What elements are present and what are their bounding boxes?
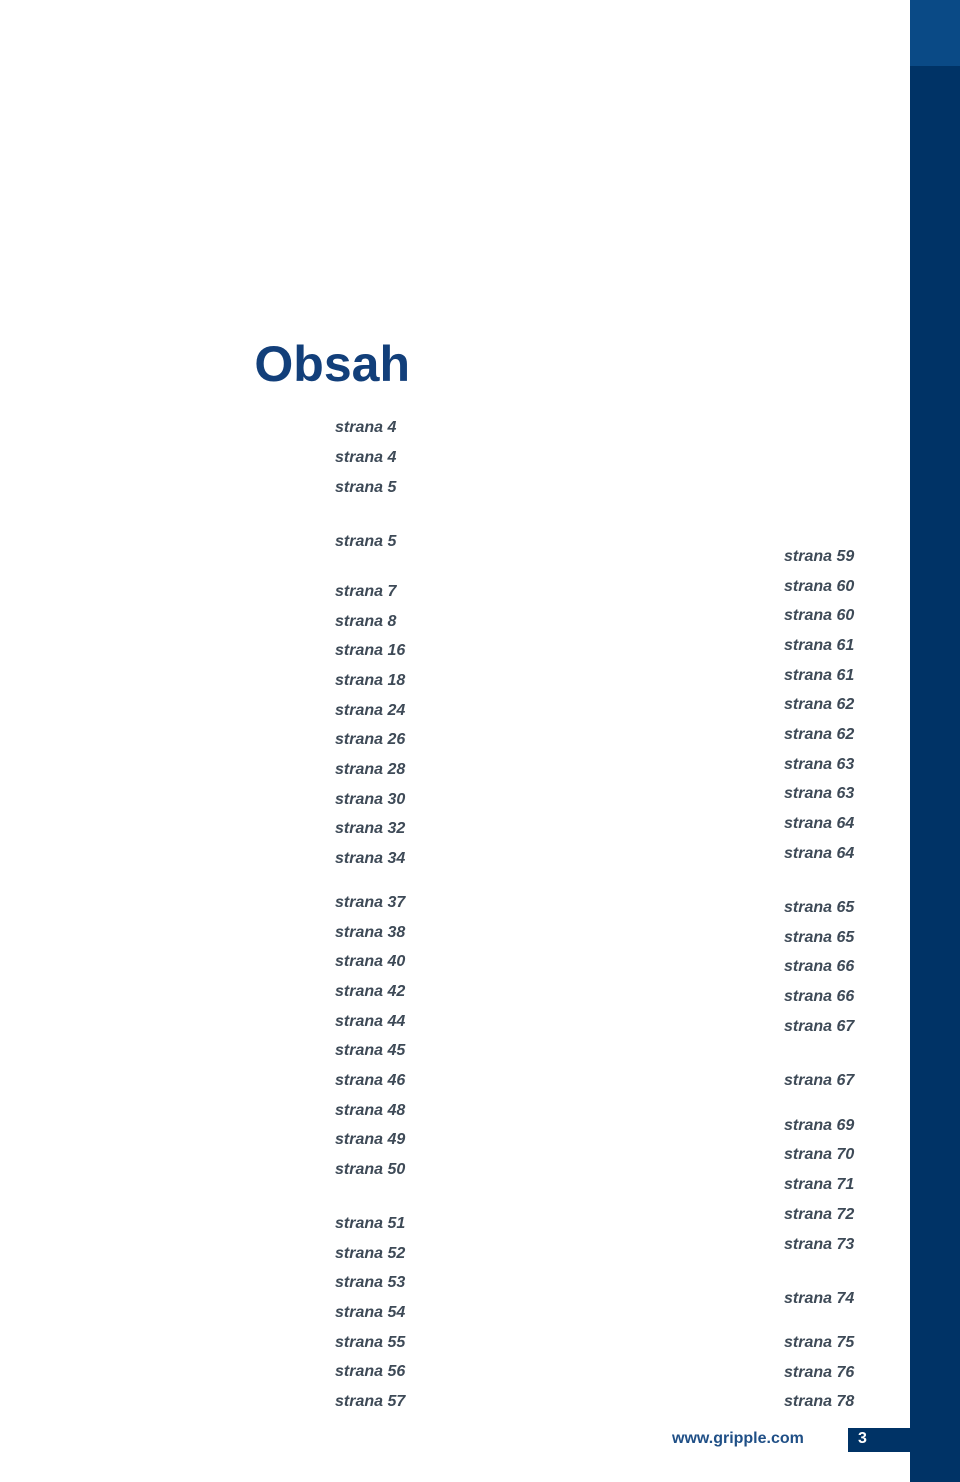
toc-left-entry-page: strana 42	[335, 983, 406, 1000]
toc-right-entry-page: strana 61	[784, 667, 855, 684]
toc-right-entry-page: strana 76	[784, 1364, 855, 1381]
toc-left-entry-page: strana 30	[335, 791, 406, 808]
toc-right-entry-page: strana 64	[784, 815, 855, 832]
toc-right-entry-page: strana 73	[784, 1236, 855, 1253]
toc-right-entry-page: strana 71	[784, 1176, 855, 1193]
toc-left-entry-page: strana 37	[335, 894, 406, 911]
toc-left-entry-page: strana 4	[335, 419, 397, 436]
toc-left-entry-page: strana 57	[335, 1393, 406, 1410]
toc-left-entry-page: strana 55	[335, 1334, 406, 1351]
toc-left-entry-page: strana 52	[335, 1245, 406, 1262]
side-bar	[910, 0, 960, 1482]
toc-left-entry-page: strana 8	[335, 613, 397, 630]
toc-right-entry-page: strana 65	[784, 899, 855, 916]
toc-right-entry-page: strana 75	[784, 1334, 855, 1351]
toc-left-entry-page: strana 16	[335, 642, 406, 659]
toc-left-entry-page: strana 54	[335, 1304, 406, 1321]
toc-right-entry-page: strana 74	[784, 1290, 855, 1307]
toc-right-entry-page: strana 63	[784, 756, 855, 773]
toc-left-entry-page: strana 24	[335, 702, 406, 719]
toc-right-entry-page: strana 60	[784, 578, 855, 595]
toc-left-entry-page: strana 50	[335, 1161, 406, 1178]
toc-right-entry-page: strana 66	[784, 988, 855, 1005]
toc-right-entry-page: strana 66	[784, 958, 855, 975]
toc-left-entry-page: strana 26	[335, 731, 406, 748]
toc-right-entry-page: strana 67	[784, 1018, 855, 1035]
page-title: Obsah	[254, 336, 410, 392]
toc-left-entry-page: strana 5	[335, 479, 397, 496]
toc-right-entry-page: strana 69	[784, 1117, 855, 1134]
toc-right-entry-page: strana 72	[784, 1206, 855, 1223]
toc-left-entry-page: strana 4	[335, 449, 397, 466]
toc-left-entry-page: strana 49	[335, 1131, 406, 1148]
side-tab	[910, 0, 960, 66]
toc-right-entry-page: strana 64	[784, 845, 855, 862]
toc-right-entry-page: strana 60	[784, 607, 855, 624]
toc-right-entry-page: strana 61	[784, 637, 855, 654]
toc-left-entry-page: strana 56	[335, 1363, 406, 1380]
toc-left-entry-page: strana 38	[335, 924, 406, 941]
toc-right-entry-page: strana 65	[784, 929, 855, 946]
toc-left-entry-page: strana 45	[335, 1042, 406, 1059]
toc-left-entry-page: strana 53	[335, 1274, 406, 1291]
toc-left-entry-page: strana 7	[335, 583, 397, 600]
toc-right-entry-page: strana 70	[784, 1146, 855, 1163]
toc-right-entry-page: strana 67	[784, 1072, 855, 1089]
toc-left-entry-page: strana 51	[335, 1215, 406, 1232]
toc-left-entry-page: strana 44	[335, 1013, 406, 1030]
toc-right-entry-page: strana 59	[784, 548, 855, 565]
page-number: 3	[858, 1430, 867, 1447]
toc-right-entry-page: strana 78	[784, 1393, 855, 1410]
toc-right-entry-page: strana 63	[784, 785, 855, 802]
toc-right-entry-page: strana 62	[784, 726, 855, 743]
toc-left-entry-page: strana 18	[335, 672, 406, 689]
toc-left-entry-page: strana 28	[335, 761, 406, 778]
toc-left-entry-page: strana 40	[335, 953, 406, 970]
toc-left-entry-page: strana 46	[335, 1072, 406, 1089]
toc-left-entry-page: strana 32	[335, 820, 406, 837]
toc-left-entry-page: strana 48	[335, 1102, 406, 1119]
footer-url[interactable]: www.gripple.com	[672, 1430, 804, 1447]
toc-left-entry-page: strana 5	[335, 533, 397, 550]
toc-left-entry-page: strana 34	[335, 850, 406, 867]
toc-right-entry-page: strana 62	[784, 696, 855, 713]
